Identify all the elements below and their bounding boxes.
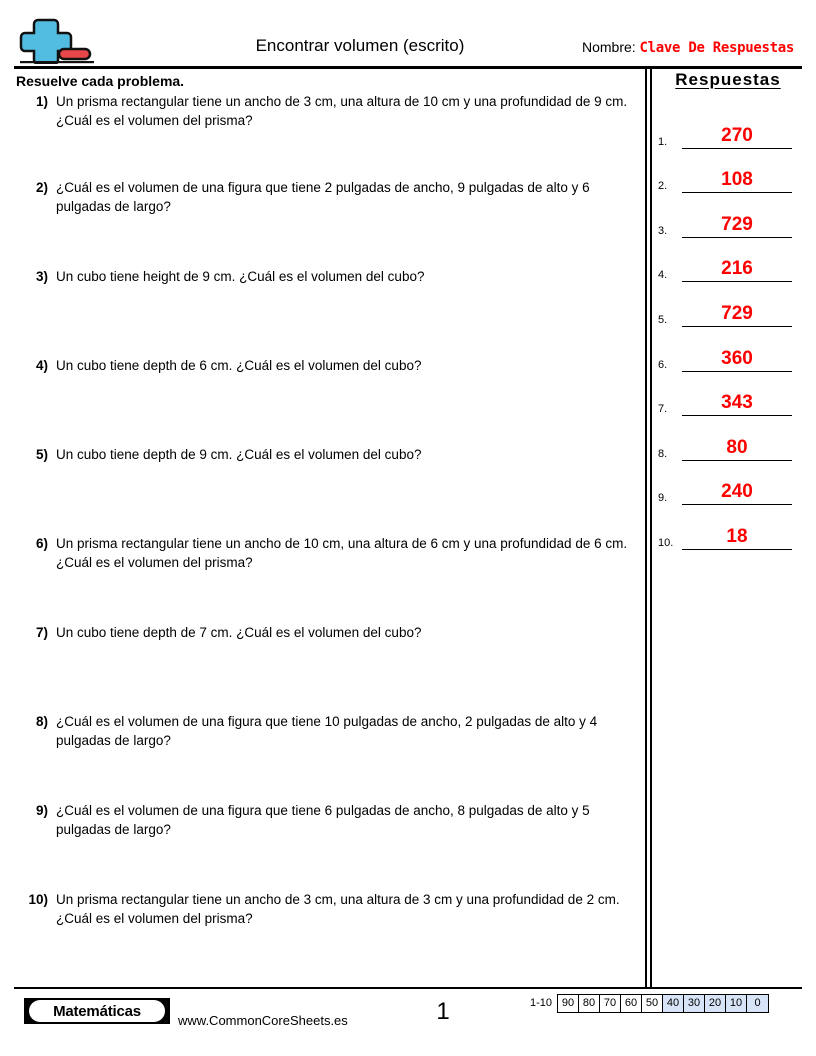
name-value: Clave De Respuestas [639,40,794,56]
instruction-text: Resuelve cada problema. [16,73,185,89]
question-number: 4) [35,358,48,373]
answer-number: 4. [658,269,668,282]
question-text: ¿Cuál es el volumen de una figura que tiene 10 pulgadas de ancho, 2 pulgadas de alto y 4 pulgadas de largo? [56,714,598,748]
answer-row [658,238,798,283]
brand-badge [24,998,170,1024]
site-url: www.CommonCoreSheets.es [178,1013,348,1028]
question-number: 1) [35,94,48,109]
grading-scale-cell: 60 [621,995,642,1012]
question-item [16,534,641,623]
column-divider-line-right [650,69,652,988]
question-number: 8) [35,714,48,729]
grading-scale-cell: 80 [579,995,600,1012]
question-text: Un cubo tiene height de 9 cm. ¿Cuál es el volumen del cubo? [56,269,425,284]
question-text: ¿Cuál es el volumen de una figura que tiene 2 pulgadas de ancho, 9 pulgadas de alto y 6 pulgadas de largo? [56,180,590,214]
answer-number: 3. [658,224,668,237]
page-number: 1 [436,998,450,1025]
question-text: Un cubo tiene depth de 6 cm. ¿Cuál es el volumen del cubo? [56,358,422,373]
question-item [16,267,641,356]
answer-value: 108 [721,169,753,191]
answer-number: 10. [658,536,674,549]
answer-row [658,416,798,461]
answer-row [658,193,798,238]
answer-row [658,327,798,372]
brand-pill [29,1000,165,1022]
answer-row [658,104,798,149]
answer-number: 9. [658,492,668,505]
footer-divider-rule [14,987,802,989]
answer-value: 80 [726,436,748,458]
questions-list [16,92,641,960]
answer-number: 6. [658,358,668,371]
answer-row [658,282,798,327]
answers-list [658,104,798,550]
question-item [16,712,641,801]
question-number: 6) [35,536,48,551]
brand-label: Matemáticas [53,1002,141,1020]
answer-value: 18 [726,525,748,547]
answer-value: 240 [721,481,753,503]
answer-value: 360 [721,347,753,369]
answer-blank-line [682,549,792,550]
answers-heading: Respuestas [675,70,781,89]
answer-row [658,372,798,417]
answer-row [658,149,798,194]
grading-scale-cell: 0 [747,995,768,1012]
grading-scale-cell: 90 [558,995,579,1012]
answer-value: 343 [721,392,753,414]
question-text: Un prisma rectangular tiene un ancho de 3 cm, una altura de 3 cm y una profundidad de 2 cm. ¿Cuál es el volumen del prisma? [56,892,620,926]
question-number: 3) [35,269,48,284]
worksheet-header [0,0,816,68]
answer-value: 729 [721,213,753,235]
question-item [16,356,641,445]
grading-scale-cell: 50 [642,995,663,1012]
question-text: Un prisma rectangular tiene un ancho de 3 cm, una altura de 10 cm y una profundidad de 9 cm. ¿Cuál es el volumen del prisma? [56,94,628,128]
question-text: Un prisma rectangular tiene un ancho de 10 cm, una altura de 6 cm y una profundidad de 6 cm. ¿Cuál es el volumen del prisma? [56,536,628,570]
answer-value: 729 [721,302,753,324]
question-number: 9) [35,803,48,818]
answer-number: 8. [658,447,668,460]
name-field-row [582,38,794,57]
question-number: 7) [35,625,48,640]
answer-row [658,461,798,506]
grading-scale-cell: 40 [663,995,684,1012]
question-text: Un cubo tiene depth de 7 cm. ¿Cuál es el volumen del cubo? [56,625,422,640]
question-number: 2) [35,180,48,195]
answer-number: 7. [658,403,668,416]
question-item [16,178,641,267]
answer-row [658,505,798,550]
answer-number: 5. [658,313,668,326]
column-divider-line-left [645,69,647,988]
answer-number: 2. [658,180,668,193]
answer-value: 270 [721,124,753,146]
answer-value: 216 [721,258,753,280]
grading-scale-cell: 30 [684,995,705,1012]
grading-scale-range: 1-10 [530,997,553,1009]
grading-scale [530,994,769,1013]
name-label: Nombre: [581,39,636,55]
grading-scale-cell: 10 [726,995,747,1012]
question-number: 5) [35,447,48,462]
header-divider-rule [14,66,802,69]
question-text: ¿Cuál es el volumen de una figura que tiene 6 pulgadas de ancho, 8 pulgadas de alto y 5 pulgadas de largo? [56,803,590,837]
question-item [16,801,641,890]
question-text: Un cubo tiene depth de 9 cm. ¿Cuál es el volumen del cubo? [56,447,422,462]
question-number: 10) [28,892,48,907]
grading-scale-cells [557,994,769,1013]
grading-scale-cell: 70 [600,995,621,1012]
plus-minus-logo-icon [18,18,96,64]
question-item [16,890,641,960]
question-item [16,92,641,178]
grading-scale-cell: 20 [705,995,726,1012]
question-item [16,623,641,712]
answer-number: 1. [658,135,668,148]
question-item [16,445,641,534]
page-title: Encontrar volumen (escrito) [255,36,465,55]
